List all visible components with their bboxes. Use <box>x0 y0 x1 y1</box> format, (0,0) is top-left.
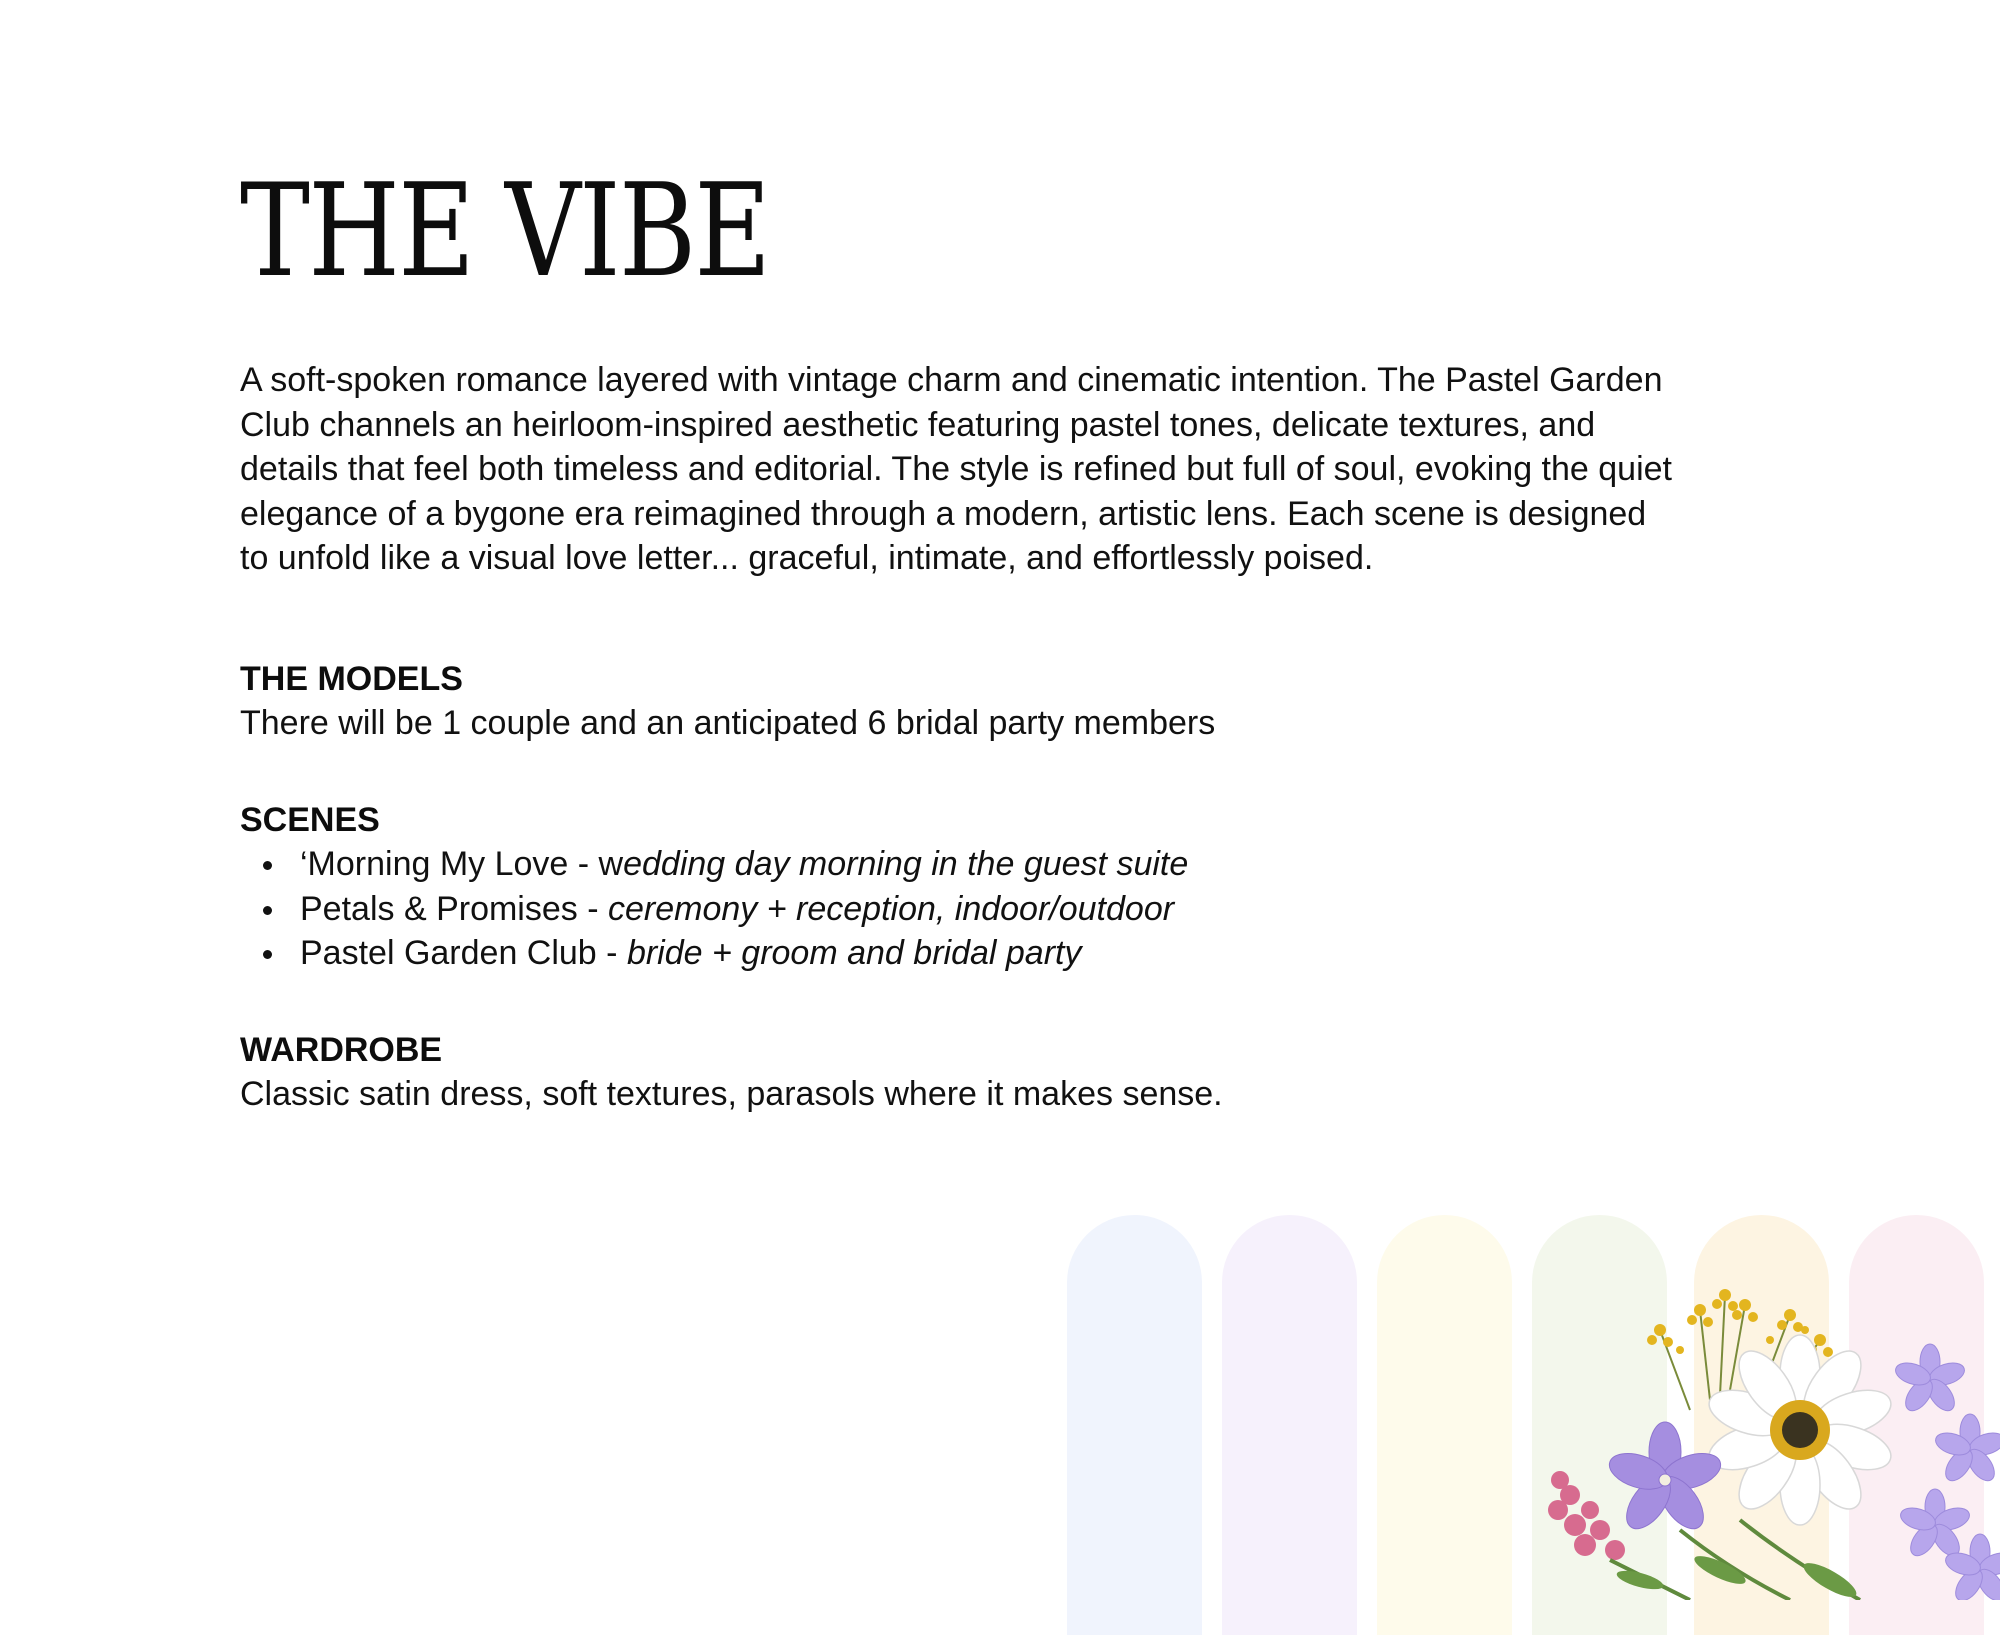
scene-list <box>240 842 1700 976</box>
scene-name: Petals & Promises - <box>300 889 608 928</box>
content-block <box>240 358 1700 1117</box>
wardrobe-heading: WARDROBE <box>240 1030 443 1069</box>
scenes-heading: SCENES <box>240 800 380 839</box>
bullet-icon <box>263 906 272 915</box>
scene-item <box>240 887 1700 932</box>
pastel-lavender-arch <box>1222 1215 1357 1635</box>
pastel-blue-arch <box>1067 1215 1202 1635</box>
scenes-section <box>240 798 1700 976</box>
scene-item <box>240 842 1700 887</box>
scene-description: bride + groom and bridal party <box>626 934 1082 972</box>
scene-name: ‘Morning My Love - w <box>300 845 624 883</box>
intro-paragraph: A soft-spoken romance layered with vintage charm and cinematic intention. The Pastel Garden Club channels an heirloom-inspired aesthetic featuring pastel tones, delicate textures, and details that feel both timeless and editorial. The style is refined but full of soul, evoking the quiet elegance of a bygone era reimagined through a modern, artistic lens. Each scene is designed to unfold like a visual love letter... graceful, intimate, and effortlessly poised. <box>240 361 1672 577</box>
models-text: There will be 1 couple and an anticipated 6 bridal party members <box>240 704 1216 742</box>
wardrobe-section <box>240 1028 1700 1117</box>
scene-description: ceremony + reception, indoor/outdoor <box>607 889 1175 928</box>
scene-name: Pastel Garden Club - <box>300 934 627 972</box>
flower-bouquet-icon <box>1530 1280 2000 1600</box>
models-section <box>240 657 1700 746</box>
pastel-yellow-arch <box>1377 1215 1512 1635</box>
scene-description: edding day morning in the guest suite <box>623 845 1189 883</box>
wardrobe-text: Classic satin dress, soft textures, parasols where it makes sense. <box>240 1075 1223 1113</box>
models-heading: THE MODELS <box>240 659 463 698</box>
bullet-icon <box>263 861 272 870</box>
bullet-icon <box>263 950 272 959</box>
page-title: THE VIBE <box>240 157 770 306</box>
scene-item <box>240 931 1700 976</box>
